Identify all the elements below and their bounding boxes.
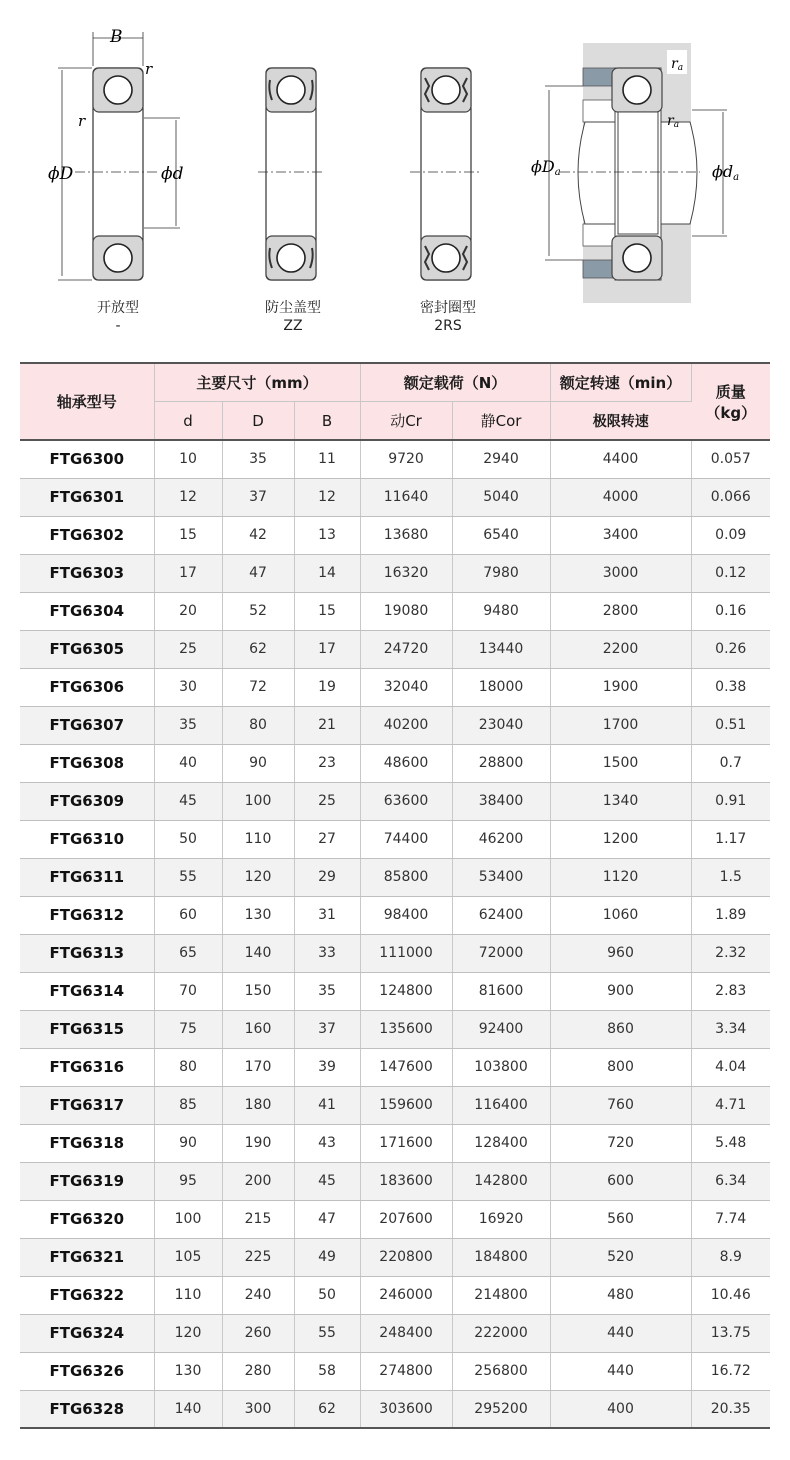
cell-mass: 5.48 bbox=[691, 1124, 770, 1162]
table-row bbox=[20, 744, 770, 782]
cell-D: 62 bbox=[222, 630, 294, 668]
header-mass-label: 质量 bbox=[715, 382, 746, 401]
cell-speed: 1060 bbox=[550, 896, 691, 934]
cell-model: FTG6322 bbox=[20, 1276, 154, 1314]
caption-shielded-type bbox=[233, 299, 353, 335]
cell-d: 30 bbox=[154, 668, 222, 706]
cell-cor: 53400 bbox=[452, 858, 550, 896]
cell-cr: 124800 bbox=[360, 972, 452, 1010]
cell-B: 35 bbox=[294, 972, 360, 1010]
cell-d: 40 bbox=[154, 744, 222, 782]
cell-model: FTG6313 bbox=[20, 934, 154, 972]
cell-d: 90 bbox=[154, 1124, 222, 1162]
cell-cor: 256800 bbox=[452, 1352, 550, 1390]
cell-cr: 111000 bbox=[360, 934, 452, 972]
header-limit-speed: 极限转速 bbox=[550, 402, 691, 441]
table-row bbox=[20, 592, 770, 630]
mounting-diagram bbox=[545, 43, 727, 303]
cell-cr: 159600 bbox=[360, 1086, 452, 1124]
caption-open-type bbox=[58, 299, 178, 335]
cell-cr: 74400 bbox=[360, 820, 452, 858]
cell-cor: 18000 bbox=[452, 668, 550, 706]
cell-speed: 900 bbox=[550, 972, 691, 1010]
header-d: d bbox=[154, 402, 222, 441]
cell-speed: 960 bbox=[550, 934, 691, 972]
cell-model: FTG6312 bbox=[20, 896, 154, 934]
cell-model: FTG6324 bbox=[20, 1314, 154, 1352]
cell-B: 27 bbox=[294, 820, 360, 858]
cell-speed: 1700 bbox=[550, 706, 691, 744]
cell-cor: 38400 bbox=[452, 782, 550, 820]
cell-B: 49 bbox=[294, 1238, 360, 1276]
cell-cor: 214800 bbox=[452, 1276, 550, 1314]
cell-cor: 5040 bbox=[452, 478, 550, 516]
cell-d: 140 bbox=[154, 1390, 222, 1428]
table-row bbox=[20, 630, 770, 668]
cell-D: 37 bbox=[222, 478, 294, 516]
cell-B: 29 bbox=[294, 858, 360, 896]
cell-speed: 560 bbox=[550, 1200, 691, 1238]
cell-cor: 46200 bbox=[452, 820, 550, 858]
header-D: D bbox=[222, 402, 294, 441]
cell-cor: 16920 bbox=[452, 1200, 550, 1238]
cell-d: 80 bbox=[154, 1048, 222, 1086]
cell-cor: 13440 bbox=[452, 630, 550, 668]
cell-B: 19 bbox=[294, 668, 360, 706]
cell-cr: 274800 bbox=[360, 1352, 452, 1390]
cell-B: 14 bbox=[294, 554, 360, 592]
cell-model: FTG6319 bbox=[20, 1162, 154, 1200]
cell-speed: 440 bbox=[550, 1314, 691, 1352]
caption-sealed-code: 2RS bbox=[434, 318, 462, 334]
cell-D: 100 bbox=[222, 782, 294, 820]
label-ra-top: ra bbox=[671, 56, 684, 73]
cell-D: 52 bbox=[222, 592, 294, 630]
cell-cor: 184800 bbox=[452, 1238, 550, 1276]
cell-mass: 2.32 bbox=[691, 934, 770, 972]
cell-d: 45 bbox=[154, 782, 222, 820]
cell-model: FTG6307 bbox=[20, 706, 154, 744]
caption-sealed-name: 密封圈型 bbox=[420, 300, 476, 316]
table-row bbox=[20, 1276, 770, 1314]
cell-speed: 400 bbox=[550, 1390, 691, 1428]
cell-B: 23 bbox=[294, 744, 360, 782]
cell-cor: 62400 bbox=[452, 896, 550, 934]
cell-mass: 0.91 bbox=[691, 782, 770, 820]
cell-cor: 92400 bbox=[452, 1010, 550, 1048]
cell-B: 50 bbox=[294, 1276, 360, 1314]
cell-B: 43 bbox=[294, 1124, 360, 1162]
cell-D: 110 bbox=[222, 820, 294, 858]
cell-D: 300 bbox=[222, 1390, 294, 1428]
table-row bbox=[20, 1086, 770, 1124]
cell-B: 31 bbox=[294, 896, 360, 934]
table-row bbox=[20, 1124, 770, 1162]
cell-cr: 147600 bbox=[360, 1048, 452, 1086]
cell-cor: 142800 bbox=[452, 1162, 550, 1200]
cell-cr: 171600 bbox=[360, 1124, 452, 1162]
cell-model: FTG6328 bbox=[20, 1390, 154, 1428]
label-phi-Da: ϕDa bbox=[531, 157, 561, 178]
cell-mass: 0.057 bbox=[691, 440, 770, 478]
cell-B: 13 bbox=[294, 516, 360, 554]
cell-cr: 303600 bbox=[360, 1390, 452, 1428]
cell-mass: 1.89 bbox=[691, 896, 770, 934]
cell-D: 120 bbox=[222, 858, 294, 896]
cell-model: FTG6309 bbox=[20, 782, 154, 820]
cell-model: FTG6316 bbox=[20, 1048, 154, 1086]
cell-speed: 1200 bbox=[550, 820, 691, 858]
cell-cr: 13680 bbox=[360, 516, 452, 554]
cell-cr: 220800 bbox=[360, 1238, 452, 1276]
cell-d: 110 bbox=[154, 1276, 222, 1314]
header-model: 轴承型号 bbox=[20, 363, 154, 440]
table-row bbox=[20, 1162, 770, 1200]
table-row bbox=[20, 934, 770, 972]
cell-d: 65 bbox=[154, 934, 222, 972]
cell-model: FTG6303 bbox=[20, 554, 154, 592]
cell-speed: 4400 bbox=[550, 440, 691, 478]
table-row bbox=[20, 1314, 770, 1352]
table-row bbox=[20, 896, 770, 934]
cell-mass: 4.71 bbox=[691, 1086, 770, 1124]
cell-mass: 1.5 bbox=[691, 858, 770, 896]
cell-cr: 85800 bbox=[360, 858, 452, 896]
table-row bbox=[20, 440, 770, 478]
header-mass-unit: （kg） bbox=[705, 403, 757, 422]
cell-d: 75 bbox=[154, 1010, 222, 1048]
cell-model: FTG6317 bbox=[20, 1086, 154, 1124]
cell-model: FTG6306 bbox=[20, 668, 154, 706]
cell-model: FTG6301 bbox=[20, 478, 154, 516]
cell-cr: 16320 bbox=[360, 554, 452, 592]
cell-D: 160 bbox=[222, 1010, 294, 1048]
cell-d: 15 bbox=[154, 516, 222, 554]
header-load: 额定载荷（N） bbox=[360, 363, 550, 402]
table-row bbox=[20, 1238, 770, 1276]
table-row bbox=[20, 706, 770, 744]
table-body bbox=[20, 440, 770, 1428]
cell-B: 47 bbox=[294, 1200, 360, 1238]
cell-cr: 40200 bbox=[360, 706, 452, 744]
cell-d: 130 bbox=[154, 1352, 222, 1390]
cell-mass: 0.7 bbox=[691, 744, 770, 782]
bearing-diagrams-svg bbox=[0, 0, 790, 350]
cell-cr: 32040 bbox=[360, 668, 452, 706]
cell-D: 200 bbox=[222, 1162, 294, 1200]
label-ra-side: ra bbox=[667, 113, 680, 130]
label-B: B bbox=[110, 27, 123, 47]
table-row bbox=[20, 516, 770, 554]
label-phi-d: ϕd bbox=[161, 164, 184, 184]
cell-speed: 4000 bbox=[550, 478, 691, 516]
cell-speed: 720 bbox=[550, 1124, 691, 1162]
cell-mass: 0.51 bbox=[691, 706, 770, 744]
table-row bbox=[20, 1048, 770, 1086]
cell-D: 35 bbox=[222, 440, 294, 478]
cell-cr: 63600 bbox=[360, 782, 452, 820]
cell-model: FTG6300 bbox=[20, 440, 154, 478]
cell-speed: 520 bbox=[550, 1238, 691, 1276]
cell-cr: 11640 bbox=[360, 478, 452, 516]
cell-cr: 98400 bbox=[360, 896, 452, 934]
header-dimensions: 主要尺寸（mm） bbox=[154, 363, 360, 402]
cell-speed: 760 bbox=[550, 1086, 691, 1124]
table-row bbox=[20, 1390, 770, 1428]
cell-d: 25 bbox=[154, 630, 222, 668]
label-phi-D: ϕD bbox=[48, 164, 74, 184]
cell-d: 85 bbox=[154, 1086, 222, 1124]
cell-mass: 2.83 bbox=[691, 972, 770, 1010]
cell-cor: 222000 bbox=[452, 1314, 550, 1352]
cell-cr: 246000 bbox=[360, 1276, 452, 1314]
cell-speed: 1500 bbox=[550, 744, 691, 782]
label-phi-da: ϕda bbox=[712, 162, 740, 183]
cell-cor: 295200 bbox=[452, 1390, 550, 1428]
cell-B: 37 bbox=[294, 1010, 360, 1048]
cell-B: 33 bbox=[294, 934, 360, 972]
table-row bbox=[20, 668, 770, 706]
caption-shielded-code: ZZ bbox=[283, 318, 303, 334]
cell-mass: 0.12 bbox=[691, 554, 770, 592]
cell-speed: 1340 bbox=[550, 782, 691, 820]
cell-B: 21 bbox=[294, 706, 360, 744]
cell-B: 39 bbox=[294, 1048, 360, 1086]
cell-speed: 480 bbox=[550, 1276, 691, 1314]
cell-cor: 6540 bbox=[452, 516, 550, 554]
cell-B: 55 bbox=[294, 1314, 360, 1352]
cell-mass: 0.066 bbox=[691, 478, 770, 516]
cell-cor: 7980 bbox=[452, 554, 550, 592]
cell-cr: 48600 bbox=[360, 744, 452, 782]
cell-mass: 10.46 bbox=[691, 1276, 770, 1314]
cell-D: 260 bbox=[222, 1314, 294, 1352]
table-row bbox=[20, 554, 770, 592]
cell-B: 25 bbox=[294, 782, 360, 820]
cell-d: 100 bbox=[154, 1200, 222, 1238]
cell-speed: 3000 bbox=[550, 554, 691, 592]
cell-cr: 248400 bbox=[360, 1314, 452, 1352]
cell-model: FTG6314 bbox=[20, 972, 154, 1010]
shielded-bearing-drawing bbox=[258, 68, 325, 280]
cell-cor: 23040 bbox=[452, 706, 550, 744]
cell-cr: 207600 bbox=[360, 1200, 452, 1238]
cell-B: 11 bbox=[294, 440, 360, 478]
cell-d: 50 bbox=[154, 820, 222, 858]
cell-d: 35 bbox=[154, 706, 222, 744]
table-row bbox=[20, 1200, 770, 1238]
cell-D: 72 bbox=[222, 668, 294, 706]
cell-mass: 0.26 bbox=[691, 630, 770, 668]
cell-speed: 860 bbox=[550, 1010, 691, 1048]
cell-D: 150 bbox=[222, 972, 294, 1010]
table-row bbox=[20, 782, 770, 820]
label-r-top: r bbox=[145, 60, 153, 78]
cell-D: 215 bbox=[222, 1200, 294, 1238]
cell-mass: 0.16 bbox=[691, 592, 770, 630]
cell-cr: 24720 bbox=[360, 630, 452, 668]
cell-cr: 9720 bbox=[360, 440, 452, 478]
cell-d: 17 bbox=[154, 554, 222, 592]
cell-cr: 19080 bbox=[360, 592, 452, 630]
cell-D: 130 bbox=[222, 896, 294, 934]
table-row bbox=[20, 478, 770, 516]
cell-d: 20 bbox=[154, 592, 222, 630]
cell-mass: 0.09 bbox=[691, 516, 770, 554]
table-row bbox=[20, 858, 770, 896]
cell-speed: 3400 bbox=[550, 516, 691, 554]
cell-model: FTG6326 bbox=[20, 1352, 154, 1390]
cell-cor: 2940 bbox=[452, 440, 550, 478]
cell-B: 12 bbox=[294, 478, 360, 516]
cell-model: FTG6320 bbox=[20, 1200, 154, 1238]
cell-mass: 6.34 bbox=[691, 1162, 770, 1200]
cell-speed: 800 bbox=[550, 1048, 691, 1086]
caption-sealed-type bbox=[388, 299, 508, 335]
cell-model: FTG6305 bbox=[20, 630, 154, 668]
cell-speed: 600 bbox=[550, 1162, 691, 1200]
cell-mass: 7.74 bbox=[691, 1200, 770, 1238]
bearing-spec-table bbox=[20, 362, 770, 1429]
cell-d: 70 bbox=[154, 972, 222, 1010]
bearing-diagrams bbox=[0, 0, 790, 350]
cell-B: 58 bbox=[294, 1352, 360, 1390]
table-row bbox=[20, 1352, 770, 1390]
cell-model: FTG6318 bbox=[20, 1124, 154, 1162]
cell-model: FTG6315 bbox=[20, 1010, 154, 1048]
cell-D: 190 bbox=[222, 1124, 294, 1162]
cell-B: 62 bbox=[294, 1390, 360, 1428]
cell-D: 280 bbox=[222, 1352, 294, 1390]
cell-B: 15 bbox=[294, 592, 360, 630]
cell-speed: 2200 bbox=[550, 630, 691, 668]
cell-mass: 16.72 bbox=[691, 1352, 770, 1390]
cell-d: 12 bbox=[154, 478, 222, 516]
cell-B: 45 bbox=[294, 1162, 360, 1200]
cell-cr: 183600 bbox=[360, 1162, 452, 1200]
cell-d: 95 bbox=[154, 1162, 222, 1200]
cell-D: 42 bbox=[222, 516, 294, 554]
cell-D: 180 bbox=[222, 1086, 294, 1124]
cell-cor: 81600 bbox=[452, 972, 550, 1010]
cell-speed: 1900 bbox=[550, 668, 691, 706]
cell-D: 47 bbox=[222, 554, 294, 592]
cell-model: FTG6304 bbox=[20, 592, 154, 630]
cell-speed: 1120 bbox=[550, 858, 691, 896]
header-speed: 额定转速（min） bbox=[550, 363, 691, 402]
cell-cor: 28800 bbox=[452, 744, 550, 782]
cell-mass: 20.35 bbox=[691, 1390, 770, 1428]
caption-open-name: 开放型 bbox=[97, 300, 139, 316]
header-mass bbox=[691, 363, 770, 440]
cell-cor: 72000 bbox=[452, 934, 550, 972]
cell-cor: 103800 bbox=[452, 1048, 550, 1086]
cell-speed: 2800 bbox=[550, 592, 691, 630]
cell-B: 17 bbox=[294, 630, 360, 668]
cell-mass: 8.9 bbox=[691, 1238, 770, 1276]
open-bearing-drawing bbox=[58, 32, 180, 280]
header-cor: 静Cor bbox=[452, 402, 550, 441]
table-row bbox=[20, 820, 770, 858]
table-row bbox=[20, 972, 770, 1010]
cell-D: 225 bbox=[222, 1238, 294, 1276]
cell-model: FTG6321 bbox=[20, 1238, 154, 1276]
cell-D: 240 bbox=[222, 1276, 294, 1314]
header-B: B bbox=[294, 402, 360, 441]
cell-d: 120 bbox=[154, 1314, 222, 1352]
cell-d: 10 bbox=[154, 440, 222, 478]
cell-model: FTG6302 bbox=[20, 516, 154, 554]
cell-cor: 9480 bbox=[452, 592, 550, 630]
cell-cor: 116400 bbox=[452, 1086, 550, 1124]
cell-mass: 4.04 bbox=[691, 1048, 770, 1086]
cell-mass: 13.75 bbox=[691, 1314, 770, 1352]
caption-shielded-name: 防尘盖型 bbox=[265, 300, 321, 316]
cell-cor: 128400 bbox=[452, 1124, 550, 1162]
cell-mass: 0.38 bbox=[691, 668, 770, 706]
cell-D: 80 bbox=[222, 706, 294, 744]
label-r-side: r bbox=[78, 112, 86, 130]
cell-model: FTG6311 bbox=[20, 858, 154, 896]
cell-cr: 135600 bbox=[360, 1010, 452, 1048]
cell-mass: 3.34 bbox=[691, 1010, 770, 1048]
cell-d: 105 bbox=[154, 1238, 222, 1276]
header-cr: 动Cr bbox=[360, 402, 452, 441]
cell-B: 41 bbox=[294, 1086, 360, 1124]
cell-D: 140 bbox=[222, 934, 294, 972]
cell-model: FTG6310 bbox=[20, 820, 154, 858]
cell-d: 60 bbox=[154, 896, 222, 934]
table-header bbox=[20, 363, 770, 440]
cell-speed: 440 bbox=[550, 1352, 691, 1390]
caption-open-code: - bbox=[115, 318, 121, 334]
cell-model: FTG6308 bbox=[20, 744, 154, 782]
cell-D: 90 bbox=[222, 744, 294, 782]
cell-D: 170 bbox=[222, 1048, 294, 1086]
sealed-bearing-drawing bbox=[410, 68, 480, 280]
cell-d: 55 bbox=[154, 858, 222, 896]
table-row bbox=[20, 1010, 770, 1048]
cell-mass: 1.17 bbox=[691, 820, 770, 858]
